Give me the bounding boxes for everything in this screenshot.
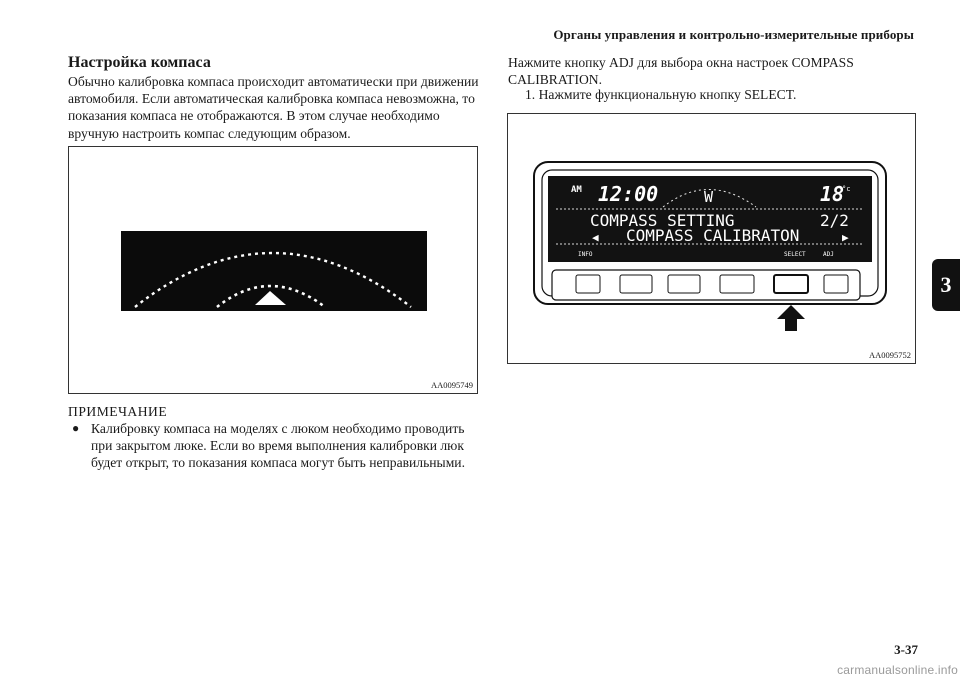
figure-multi-display — [507, 113, 916, 364]
right-arrow-icon: ▶ — [842, 231, 849, 244]
function-button-3[interactable] — [668, 275, 700, 293]
note-label: ПРИМЕЧАНИЕ — [68, 404, 168, 419]
function-button-4[interactable] — [720, 275, 754, 293]
instruction-paragraph: Нажмите кнопку ADJ для выбора окна настроек COMPASS CALIBRATION. — [508, 55, 854, 88]
func-label-adj: ADJ — [823, 251, 834, 258]
left-arrow-icon: ◀ — [592, 231, 599, 244]
function-button-6[interactable] — [824, 275, 848, 293]
func-label-select: SELECT — [784, 251, 806, 258]
note-text: Калибровку компаса на моделях с люком необходимо проводить при закрытом люке. Если во время выполнения калибровки люк будет открыт, то показания компаса могут быть неправильными. — [91, 421, 465, 471]
note-item — [72, 420, 482, 472]
function-button-1[interactable] — [576, 275, 600, 293]
pointer-arrow-icon — [777, 305, 805, 331]
temperature-value: 18 — [820, 182, 845, 206]
function-button-select[interactable] — [774, 275, 808, 293]
watermark: carmanualsonline.info — [837, 663, 958, 677]
page-number: 3-37 — [894, 642, 918, 657]
bullet-icon: ● — [72, 421, 80, 435]
am-indicator: AM — [571, 185, 582, 195]
step-text: Нажмите функциональную кнопку SELECT. — [538, 87, 797, 102]
figure-code: AA0095752 — [868, 350, 911, 360]
step-1 — [525, 87, 796, 103]
lcd-line-1-page: 2/2 — [820, 211, 849, 230]
compass-display-illustration — [69, 147, 477, 393]
step-number: 1. — [525, 87, 536, 102]
multi-display-illustration — [508, 114, 915, 363]
intro-paragraph: Обычно калибровка компаса происходит автоматически при движении автомобиля. Если автоматическая калибровка компаса невозможна, то показания компаса не отображаются. В этом случае необходимо вручную настроить компас следующим образом. — [68, 74, 479, 141]
lcd-line-2: COMPASS CALIBRATON — [626, 226, 800, 245]
chapter-tab: 3 — [932, 259, 960, 311]
running-header: Органы управления и контрольно-измерительные приборы — [553, 27, 914, 42]
temperature-unit: °c — [842, 185, 851, 193]
clock-time: 12:00 — [598, 182, 659, 206]
figure-compass-display — [68, 146, 478, 394]
function-button-2[interactable] — [620, 275, 652, 293]
figure-code: AA0095749 — [430, 380, 473, 390]
lcd-line-1: COMPASS SETTING — [590, 211, 735, 230]
func-label-info: INFO — [578, 251, 593, 258]
section-title: Настройка компаса — [68, 54, 211, 71]
compass-heading: W — [704, 188, 714, 206]
